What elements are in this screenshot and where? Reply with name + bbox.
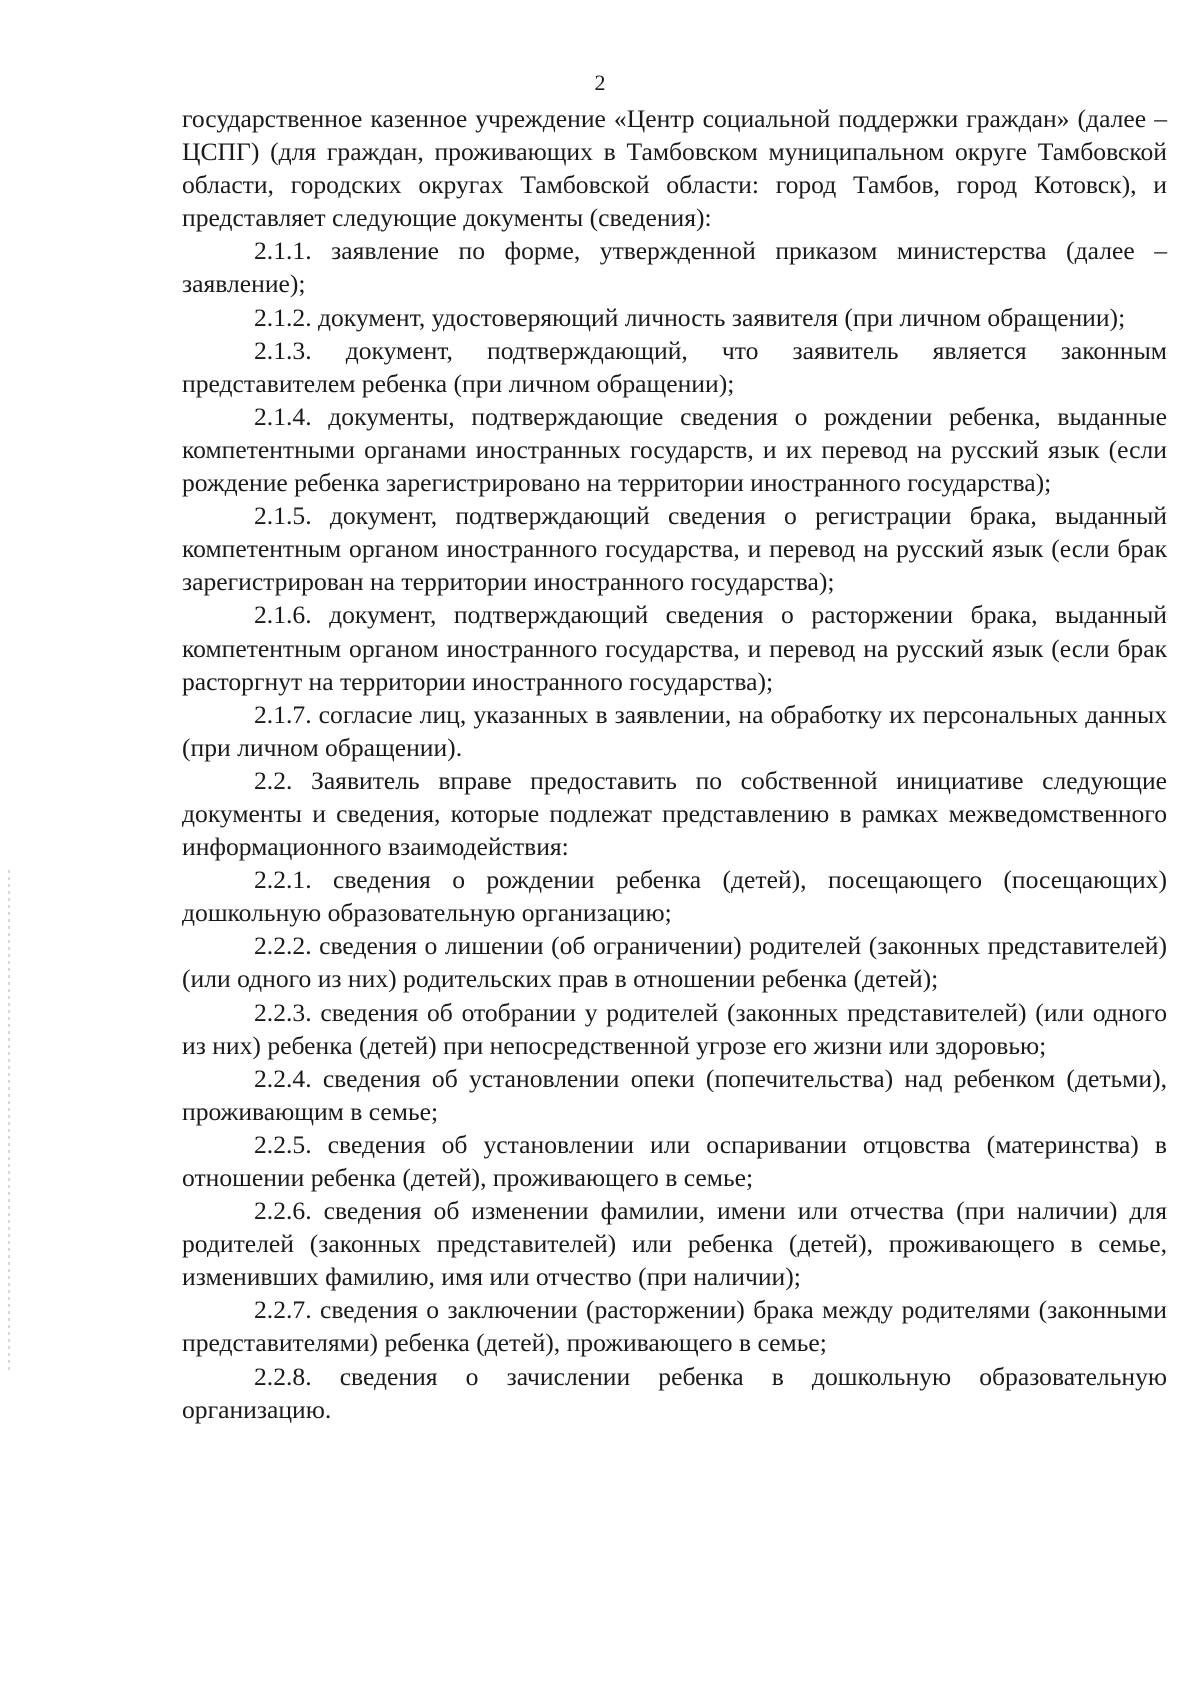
paragraph-2-1-7: 2.1.7. согласие лиц, указанных в заявлении, на обработку их персональных данных (при личном обращении).	[182, 699, 1167, 762]
page-number: 2	[594, 70, 606, 95]
paragraph-2-1-2: 2.1.2. документ, удостоверяющий личность заявителя (при личном обращении);	[254, 302, 1126, 332]
scan-edge-mark	[8, 870, 10, 1370]
document-body	[182, 102, 1167, 1426]
paragraph-2-1-4: 2.1.4. документы, подтверждающие сведения о рождении ребенка, выданные компетентными органами иностранных государств, и их перевод на русский язык (если рождение ребенка зарегистрировано на территории иностранного государства);	[182, 401, 1167, 498]
paragraph-2-2: 2.2. Заявитель вправе предоставить по собственной инициативе следующие документы и сведения, которые подлежат представлению в рамках межведомственного информационного взаимодействия:	[182, 765, 1167, 862]
paragraph-2-2-3: 2.2.3. сведения об отобрании у родителей (законных представителей) (или одного из них) ребенка (детей) при непосредственной угрозе его жизни или здоровью;	[182, 997, 1167, 1060]
paragraph-2-1-5: 2.1.5. документ, подтверждающий сведения о регистрации брака, выданный компетентным органом иностранного государства, и перевод на русский язык (если брак зарегистрирован на территории иностранного государства);	[182, 501, 1167, 597]
paragraph-2-2-7: 2.2.7. сведения о заключении (расторжении) брака между родителями (законными представителями) ребенка (детей), проживающего в семье;	[182, 1295, 1167, 1358]
paragraph-2-2-2: 2.2.2. сведения о лишении (об ограничении) родителей (законных представителей) (или одного из них) родительских прав в отношении ребенка (детей);	[182, 931, 1167, 994]
paragraph-2-2-4: 2.2.4. сведения об установлении опеки (попечительства) над ребенком (детьми), проживающим в семье;	[182, 1063, 1167, 1126]
paragraph-2-2-6: 2.2.6. сведения об изменении фамилии, имени или отчества (при наличии) для родителей (законных представителей) или ребенка (детей), проживающего в семье, изменивших фамилию, имя или отчество (при наличии);	[182, 1196, 1167, 1292]
paragraph-2-1-6: 2.1.6. документ, подтверждающий сведения о расторжении брака, выданный компетентным органом иностранного государства, и перевод на русский язык (если брак расторгнут на территории иностранного государства);	[182, 600, 1167, 696]
paragraph-2-2-5: 2.2.5. сведения об установлении или оспаривании отцовства (материнства) в отношении ребенка (детей), проживающего в семье;	[182, 1129, 1167, 1192]
paragraph-2-1-3: 2.1.3. документ, подтверждающий, что заявитель является законным представителем ребенка (при личном обращении);	[182, 335, 1167, 398]
paragraph-2-2-8: 2.2.8. сведения о зачислении ребенка в дошкольную образовательную организацию.	[182, 1361, 1167, 1424]
paragraph-intro: государственное казенное учреждение «Центр социальной поддержки граждан» (далее – ЦСПГ) (для граждан, проживающих в Тамбовском муниципальном округе Тамбовской области, городских округах Тамбовской области: город Тамбов, город Котовск), и представляет следующие документы (сведения):	[182, 104, 1167, 233]
paragraph-2-2-1: 2.2.1. сведения о рождении ребенка (детей), посещающего (посещающих) дошкольную образовательную организацию;	[182, 865, 1167, 928]
paragraph-2-1-1: 2.1.1. заявление по форме, утвержденной приказом министерства (далее – заявление);	[182, 236, 1167, 299]
